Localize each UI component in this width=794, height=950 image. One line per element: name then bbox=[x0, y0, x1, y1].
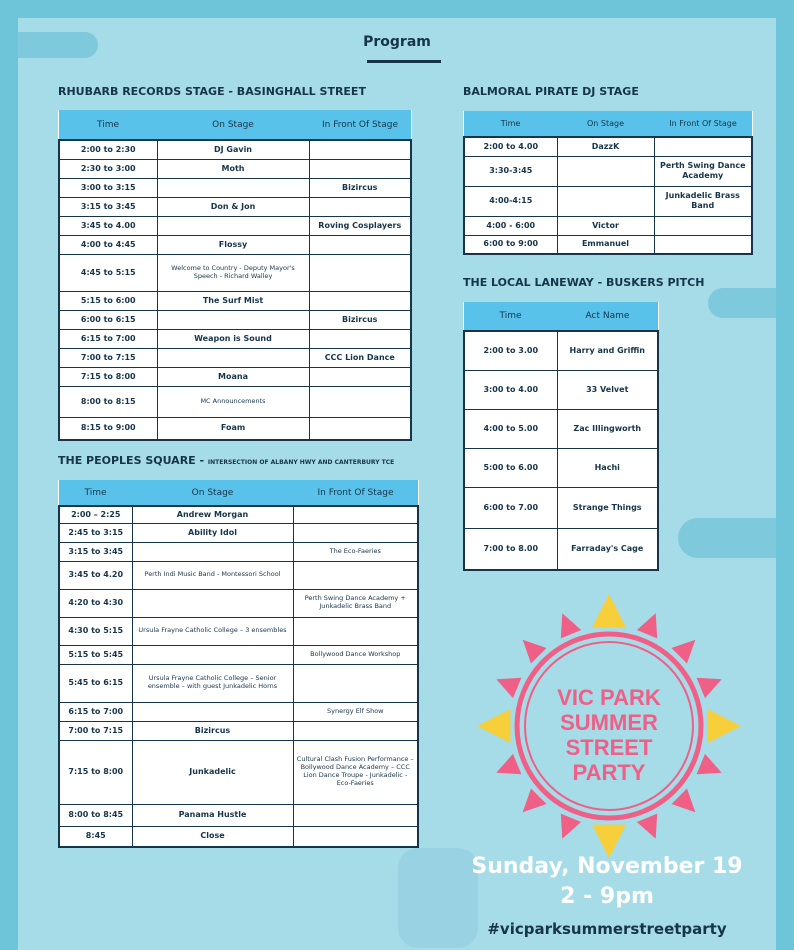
laneway-title: THE LOCAL LANEWAY - BUSKERS PITCH bbox=[463, 276, 705, 289]
table-row bbox=[59, 826, 418, 847]
on-stage-cell: Close bbox=[132, 826, 293, 847]
in-front-cell bbox=[654, 235, 752, 254]
time-cell: 4:45 to 5:15 bbox=[59, 254, 157, 291]
table-row bbox=[59, 254, 411, 291]
table-row bbox=[59, 235, 411, 254]
time-cell: 3:45 to 4.20 bbox=[59, 561, 132, 589]
event-hashtag: #vicparksummerstreetparty bbox=[487, 920, 727, 938]
column-header-time: Time bbox=[59, 480, 132, 506]
time-cell: 5:15 to 5:45 bbox=[59, 645, 132, 664]
in-front-cell bbox=[309, 197, 411, 216]
table-row bbox=[59, 329, 411, 348]
on-stage-cell: Weapon is Sound bbox=[157, 329, 309, 348]
rhubarb-schedule-table bbox=[58, 110, 412, 441]
table-row bbox=[59, 740, 418, 804]
table-row bbox=[464, 370, 658, 409]
table-row bbox=[59, 367, 411, 386]
table-row bbox=[59, 721, 418, 740]
table-row bbox=[464, 448, 658, 487]
table-row bbox=[464, 409, 658, 448]
event-time: 2 - 9pm bbox=[560, 884, 654, 909]
table-row bbox=[59, 348, 411, 367]
time-cell: 8:00 to 8:45 bbox=[59, 804, 132, 826]
in-front-cell bbox=[309, 291, 411, 310]
in-front-cell bbox=[309, 417, 411, 440]
in-front-cell bbox=[293, 506, 418, 523]
in-front-cell: Roving Cosplayers bbox=[309, 216, 411, 235]
sun-ray bbox=[496, 754, 521, 774]
table-row bbox=[59, 216, 411, 235]
sun-ray bbox=[637, 814, 657, 839]
time-cell: 3:45 to 4.00 bbox=[59, 216, 157, 235]
time-cell: 3:00 to 3:15 bbox=[59, 178, 157, 197]
on-stage-cell: Junkadelic bbox=[132, 740, 293, 804]
table-row bbox=[59, 645, 418, 664]
on-stage-cell: Ursula Frayne Catholic College – Senior ensemble – with guest Junkadelic Horns bbox=[132, 664, 293, 702]
on-stage-cell: Panama Hustle bbox=[132, 804, 293, 826]
table-row bbox=[59, 542, 418, 561]
on-stage-cell bbox=[157, 178, 309, 197]
logo-line-1: VIC PARK bbox=[557, 685, 661, 710]
time-cell: 3:15 to 3:45 bbox=[59, 542, 132, 561]
table-row bbox=[464, 331, 658, 370]
time-cell: 7:00 to 7:15 bbox=[59, 721, 132, 740]
vic-park-sun-logo bbox=[476, 593, 742, 859]
peoples-square-title-main: THE PEOPLES SQUARE - bbox=[58, 454, 208, 467]
time-cell: 5:45 to 6:15 bbox=[59, 664, 132, 702]
time-cell: 8:15 to 9:00 bbox=[59, 417, 157, 440]
time-cell: 4:30 to 5:15 bbox=[59, 617, 132, 645]
time-cell: 7:15 to 8:00 bbox=[59, 740, 132, 804]
in-front-cell bbox=[309, 140, 411, 159]
table-row bbox=[59, 159, 411, 178]
in-front-cell: Bizircus bbox=[309, 178, 411, 197]
act-name-cell: Harry and Griffin bbox=[557, 331, 658, 370]
time-cell: 6:15 to 7:00 bbox=[59, 329, 157, 348]
on-stage-cell: Welcome to Country - Deputy Mayor's Speech - Richard Walley bbox=[157, 254, 309, 291]
on-stage-cell bbox=[157, 348, 309, 367]
table-row bbox=[59, 523, 418, 542]
on-stage-cell: Ability Idol bbox=[132, 523, 293, 542]
column-header-in-front: In Front Of Stage bbox=[654, 111, 752, 137]
on-stage-cell bbox=[132, 542, 293, 561]
time-cell: 3:15 to 3:45 bbox=[59, 197, 157, 216]
in-front-cell bbox=[309, 254, 411, 291]
rhubarb-stage-title: RHUBARB RECORDS STAGE - BASINGHALL STREET bbox=[58, 85, 366, 98]
column-header-in-front: In Front Of Stage bbox=[309, 110, 411, 140]
time-cell: 6:00 to 6:15 bbox=[59, 310, 157, 329]
event-date: Sunday, November 19 bbox=[471, 854, 743, 879]
table-row bbox=[59, 386, 411, 417]
in-front-cell bbox=[293, 804, 418, 826]
time-cell: 8:00 to 8:15 bbox=[59, 386, 157, 417]
column-header-time: Time bbox=[59, 110, 157, 140]
peoples-square-subtitle: INTERSECTION OF ALBANY HWY AND CANTERBURY TCE bbox=[207, 459, 395, 466]
balmoral-stage-title: BALMORAL PIRATE DJ STAGE bbox=[463, 85, 639, 98]
time-cell: 3:30-3:45 bbox=[464, 156, 557, 186]
table-row bbox=[464, 156, 752, 186]
in-front-cell: Junkadelic Brass Band bbox=[654, 186, 752, 216]
in-front-cell: Bollywood Dance Workshop bbox=[293, 645, 418, 664]
table-row bbox=[59, 310, 411, 329]
program-page bbox=[18, 18, 776, 950]
in-front-cell bbox=[293, 561, 418, 589]
in-front-cell bbox=[309, 159, 411, 178]
table-row bbox=[59, 178, 411, 197]
on-stage-cell bbox=[132, 702, 293, 721]
logo-line-3: STREET bbox=[565, 735, 653, 760]
on-stage-cell: Foam bbox=[157, 417, 309, 440]
time-cell: 2:45 to 3:15 bbox=[59, 523, 132, 542]
peoples-square-title bbox=[58, 454, 394, 467]
title-underline bbox=[367, 60, 441, 63]
table-row bbox=[464, 235, 752, 254]
in-front-cell bbox=[293, 721, 418, 740]
table-row bbox=[464, 186, 752, 216]
sun-ray bbox=[496, 678, 521, 698]
in-front-cell bbox=[293, 523, 418, 542]
on-stage-cell: Moana bbox=[157, 367, 309, 386]
table-row bbox=[59, 589, 418, 617]
on-stage-cell: Andrew Morgan bbox=[132, 506, 293, 523]
act-name-cell: Zac Illingworth bbox=[557, 409, 658, 448]
sun-ray bbox=[697, 678, 722, 698]
on-stage-cell bbox=[557, 186, 654, 216]
column-header-act-name: Act Name bbox=[557, 302, 658, 331]
on-stage-cell: MC Announcements bbox=[157, 386, 309, 417]
act-name-cell: 33 Velvet bbox=[557, 370, 658, 409]
table-row bbox=[464, 216, 752, 235]
time-cell: 4:00 - 6:00 bbox=[464, 216, 557, 235]
table-row bbox=[464, 137, 752, 156]
on-stage-cell: Perth Indi Music Band - Montessori School bbox=[132, 561, 293, 589]
on-stage-cell bbox=[132, 589, 293, 617]
time-cell: 2:00 to 3.00 bbox=[464, 331, 557, 370]
cloud-decoration bbox=[708, 288, 776, 318]
in-front-cell bbox=[654, 216, 752, 235]
laneway-schedule-table bbox=[463, 302, 659, 571]
cloud-decoration bbox=[678, 518, 776, 558]
on-stage-cell bbox=[132, 645, 293, 664]
time-cell: 4:00 to 5.00 bbox=[464, 409, 557, 448]
time-cell: 2:00 – 2:25 bbox=[59, 506, 132, 523]
sun-ray bbox=[708, 709, 741, 743]
column-header-on-stage: On Stage bbox=[157, 110, 309, 140]
in-front-cell: Perth Swing Dance Academy bbox=[654, 156, 752, 186]
time-cell: 7:00 to 7:15 bbox=[59, 348, 157, 367]
time-cell: 7:15 to 8:00 bbox=[59, 367, 157, 386]
in-front-cell bbox=[293, 826, 418, 847]
in-front-cell: Perth Swing Dance Academy + Junkadelic Brass Band bbox=[293, 589, 418, 617]
table-row bbox=[59, 804, 418, 826]
on-stage-cell: Bizircus bbox=[132, 721, 293, 740]
time-cell: 4:00-4:15 bbox=[464, 186, 557, 216]
page-title: Program bbox=[363, 34, 431, 50]
in-front-cell bbox=[309, 367, 411, 386]
in-front-cell: Cultural Clash Fusion Performance – Bollywood Dance Academy – CCC Lion Dance Troupe - Junkadelic - Eco-Faeries bbox=[293, 740, 418, 804]
sun-ray bbox=[592, 825, 626, 858]
time-cell: 4:00 to 4:45 bbox=[59, 235, 157, 254]
sun-ray bbox=[561, 814, 581, 839]
in-front-cell: Synergy Elf Show bbox=[293, 702, 418, 721]
on-stage-cell: Flossy bbox=[157, 235, 309, 254]
time-cell: 6:00 to 7.00 bbox=[464, 487, 557, 528]
table-row bbox=[464, 487, 658, 528]
sun-ray bbox=[477, 709, 510, 743]
time-cell: 4:20 to 4:30 bbox=[59, 589, 132, 617]
logo-line-4: PARTY bbox=[572, 760, 646, 785]
on-stage-cell: DJ Gavin bbox=[157, 140, 309, 159]
in-front-cell bbox=[309, 386, 411, 417]
on-stage-cell: Ursula Frayne Catholic College – 3 ensembles bbox=[132, 617, 293, 645]
logo-line-2: SUMMER bbox=[560, 710, 658, 735]
table-row bbox=[59, 561, 418, 589]
in-front-cell: Bizircus bbox=[309, 310, 411, 329]
table-row bbox=[59, 506, 418, 523]
in-front-cell bbox=[293, 664, 418, 702]
time-cell: 5:00 to 6.00 bbox=[464, 448, 557, 487]
time-cell: 5:15 to 6:00 bbox=[59, 291, 157, 310]
time-cell: 2:00 to 4.00 bbox=[464, 137, 557, 156]
on-stage-cell bbox=[157, 310, 309, 329]
on-stage-cell: The Surf Mist bbox=[157, 291, 309, 310]
table-row bbox=[59, 417, 411, 440]
on-stage-cell: Moth bbox=[157, 159, 309, 178]
time-cell: 6:15 to 7:00 bbox=[59, 702, 132, 721]
on-stage-cell: Don & Jon bbox=[157, 197, 309, 216]
sun-ray bbox=[561, 613, 581, 638]
sun-ray bbox=[592, 594, 626, 627]
in-front-cell bbox=[309, 329, 411, 348]
in-front-cell: CCC Lion Dance bbox=[309, 348, 411, 367]
column-header-on-stage: On Stage bbox=[557, 111, 654, 137]
table-row bbox=[59, 617, 418, 645]
sun-ray bbox=[637, 613, 657, 638]
on-stage-cell: Emmanuel bbox=[557, 235, 654, 254]
table-row bbox=[59, 197, 411, 216]
time-cell: 6:00 to 9:00 bbox=[464, 235, 557, 254]
in-front-cell bbox=[309, 235, 411, 254]
time-cell: 7:00 to 8.00 bbox=[464, 528, 557, 570]
act-name-cell: Hachi bbox=[557, 448, 658, 487]
column-header-time: Time bbox=[464, 302, 557, 331]
time-cell: 2:00 to 2:30 bbox=[59, 140, 157, 159]
column-header-in-front: In Front Of Stage bbox=[293, 480, 418, 506]
time-cell: 3:00 to 4.00 bbox=[464, 370, 557, 409]
peoples-square-schedule-table bbox=[58, 480, 419, 848]
table-row bbox=[59, 702, 418, 721]
on-stage-cell: Victor bbox=[557, 216, 654, 235]
table-row bbox=[464, 528, 658, 570]
in-front-cell bbox=[293, 617, 418, 645]
sun-ray bbox=[697, 754, 722, 774]
balmoral-schedule-table bbox=[463, 111, 753, 255]
in-front-cell: The Eco-Faeries bbox=[293, 542, 418, 561]
in-front-cell bbox=[654, 137, 752, 156]
time-cell: 8:45 bbox=[59, 826, 132, 847]
on-stage-cell: DazzK bbox=[557, 137, 654, 156]
table-row bbox=[59, 664, 418, 702]
table-row bbox=[59, 140, 411, 159]
column-header-on-stage: On Stage bbox=[132, 480, 293, 506]
column-header-time: Time bbox=[464, 111, 557, 137]
act-name-cell: Farraday's Cage bbox=[557, 528, 658, 570]
on-stage-cell bbox=[557, 156, 654, 186]
on-stage-cell bbox=[157, 216, 309, 235]
time-cell: 2:30 to 3:00 bbox=[59, 159, 157, 178]
table-row bbox=[59, 291, 411, 310]
act-name-cell: Strange Things bbox=[557, 487, 658, 528]
